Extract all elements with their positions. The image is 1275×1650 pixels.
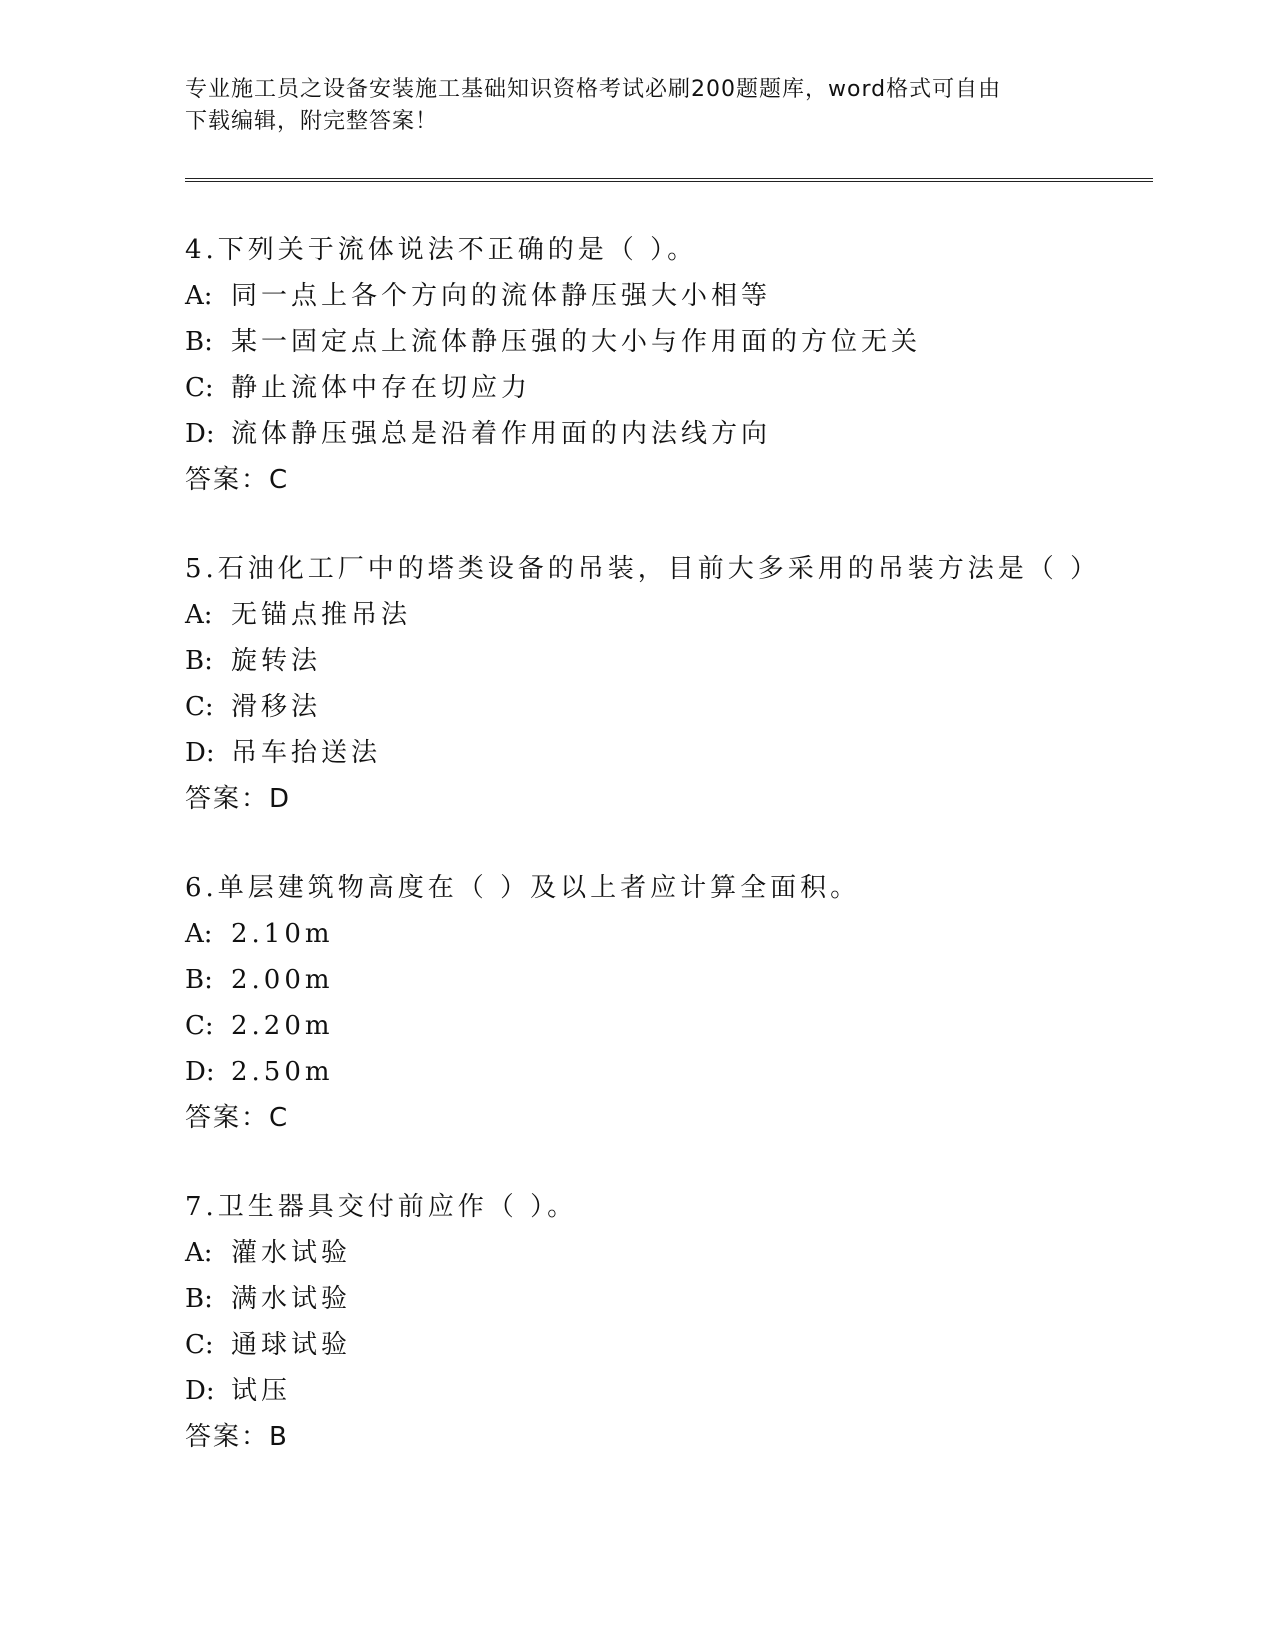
question-block xyxy=(185,1184,1085,1460)
header-line-2: 下载编辑，附完整答案！ xyxy=(185,109,439,134)
option-a xyxy=(185,592,1085,638)
option-letter: C: xyxy=(185,692,214,722)
question-stem: 7.卫生器具交付前应作（ ）。 xyxy=(185,1192,578,1222)
option-c xyxy=(185,365,1085,411)
option-text: 2.20m xyxy=(231,1011,334,1041)
option-b xyxy=(185,957,1085,1003)
option-d xyxy=(185,1368,1085,1414)
answer-line: 答案：C xyxy=(185,1103,290,1133)
option-text: 无锚点推吊法 xyxy=(231,600,412,630)
option-letter: B: xyxy=(185,327,213,357)
option-text: 灌水试验 xyxy=(231,1238,352,1268)
option-letter: B: xyxy=(185,1284,213,1314)
question-stem: 5.石油化工厂中的塔类设备的吊装，目前大多采用的吊装方法是（ ） xyxy=(185,554,1101,584)
option-text: 静止流体中存在切应力 xyxy=(231,373,532,403)
question-block xyxy=(185,546,1101,822)
answer-line: 答案：C xyxy=(185,465,290,495)
option-a xyxy=(185,1230,1085,1276)
option-letter: C: xyxy=(185,1330,214,1360)
option-letter: D: xyxy=(185,738,215,768)
option-text: 滑移法 xyxy=(231,692,322,722)
document-header xyxy=(185,74,1085,138)
option-c xyxy=(185,1322,1085,1368)
option-a xyxy=(185,273,1085,319)
option-d xyxy=(185,730,1085,776)
option-text: 旋转法 xyxy=(231,646,322,676)
option-b xyxy=(185,1276,1085,1322)
option-d xyxy=(185,411,1085,457)
option-c xyxy=(185,684,1085,730)
option-letter: C: xyxy=(185,373,214,403)
option-text: 通球试验 xyxy=(231,1330,352,1360)
option-letter: D: xyxy=(185,1057,215,1087)
option-b xyxy=(185,319,1085,365)
option-text: 同一点上各个方向的流体静压强大小相等 xyxy=(231,281,772,311)
header-divider xyxy=(185,178,1153,182)
option-b xyxy=(185,638,1085,684)
option-text: 某一固定点上流体静压强的大小与作用面的方位无关 xyxy=(231,327,922,357)
option-text: 满水试验 xyxy=(231,1284,352,1314)
question-block xyxy=(185,227,1085,503)
option-letter: C: xyxy=(185,1011,214,1041)
option-c xyxy=(185,1003,1085,1049)
option-letter: D: xyxy=(185,1376,215,1406)
header-line-1: 专业施工员之设备安装施工基础知识资格考试必刷200题题库，word格式可自由 xyxy=(185,77,1002,102)
question-block xyxy=(185,865,1085,1141)
option-text: 试压 xyxy=(231,1376,292,1406)
option-letter: A: xyxy=(185,919,213,949)
option-d xyxy=(185,1049,1085,1095)
option-a xyxy=(185,911,1085,957)
question-stem: 4.下列关于流体说法不正确的是（ ）。 xyxy=(185,235,698,265)
option-text: 吊车抬送法 xyxy=(231,738,382,768)
option-text: 2.50m xyxy=(231,1057,334,1087)
option-letter: D: xyxy=(185,419,215,449)
question-stem: 6.单层建筑物高度在（ ）及以上者应计算全面积。 xyxy=(185,873,861,903)
option-letter: B: xyxy=(185,965,213,995)
option-text: 2.00m xyxy=(231,965,334,995)
option-letter: A: xyxy=(185,281,213,311)
answer-line: 答案：D xyxy=(185,784,292,814)
option-letter: A: xyxy=(185,600,213,630)
answer-line: 答案：B xyxy=(185,1422,289,1452)
option-text: 2.10m xyxy=(231,919,334,949)
option-letter: A: xyxy=(185,1238,213,1268)
option-letter: B: xyxy=(185,646,213,676)
option-text: 流体静压强总是沿着作用面的内法线方向 xyxy=(231,419,772,449)
